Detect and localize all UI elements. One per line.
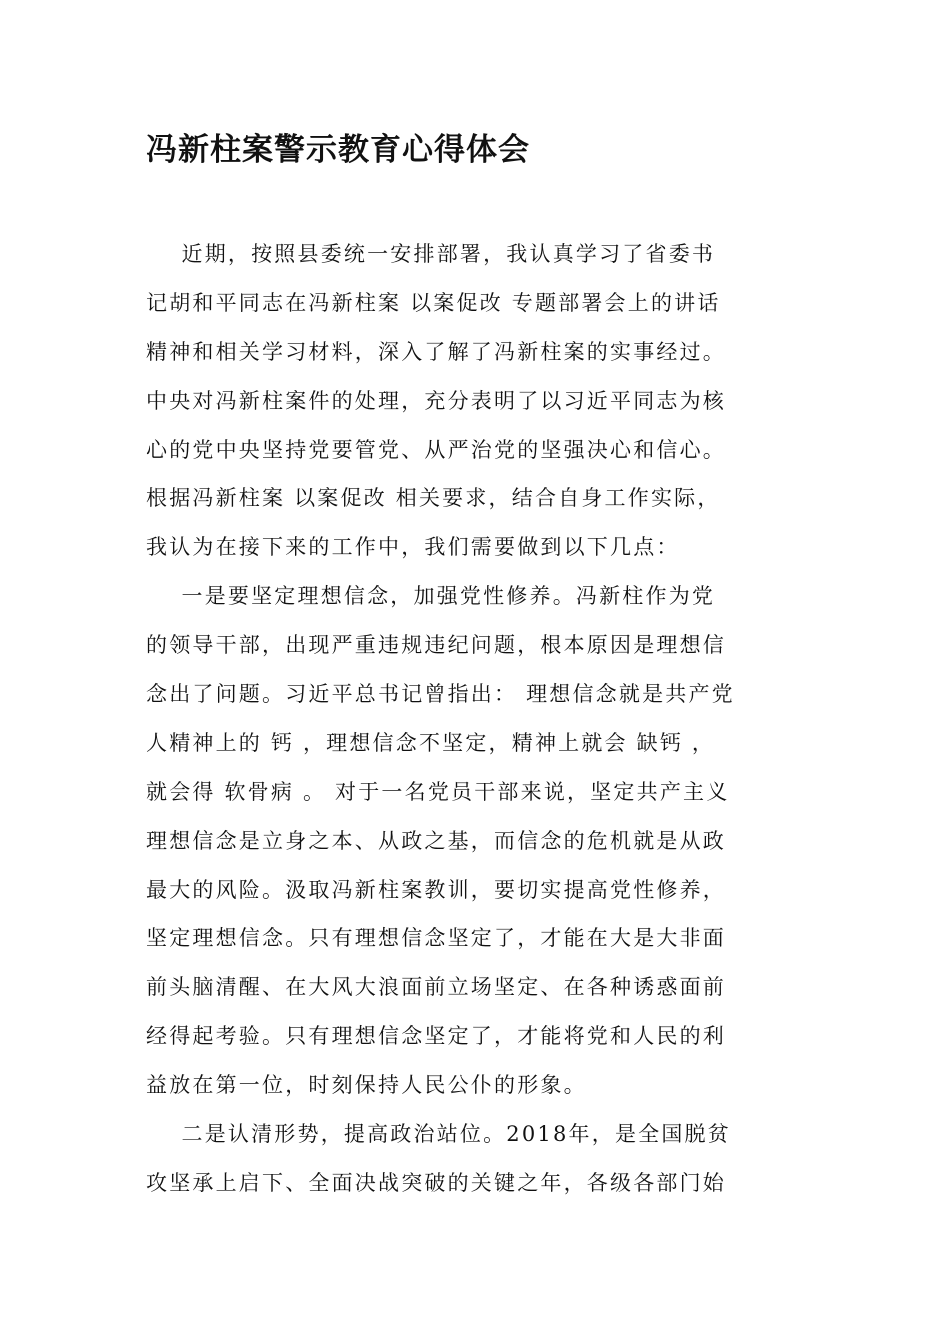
body-line: 坚定理想信念。只有理想信念坚定了，才能在大是大非面	[146, 926, 726, 951]
body-line: 攻坚承上启下、全面决战突破的关键之年，各级各部门始	[146, 1170, 726, 1195]
body-line: 前头脑清醒、在大风大浪面前立场坚定、在各种诱惑面前	[146, 975, 726, 1000]
body-line: 经得起考验。只有理想信念坚定了，才能将党和人民的利	[146, 1024, 726, 1049]
body-line: 理想信念是立身之本、从政之基，而信念的危机就是从政	[146, 828, 726, 853]
body-line: 我认为在接下来的工作中，我们需要做到以下几点：	[146, 535, 680, 560]
body-line: 中央对冯新柱案件的处理，充分表明了以习近平同志为核	[146, 388, 726, 413]
body-line: 近期，按照县委统一安排部署，我认真学习了省委书	[146, 242, 716, 266]
body-line: 最大的风险。汲取冯新柱案教训，要切实提高党性修养，	[146, 877, 726, 902]
body-line: 益放在第一位，时刻保持人民公仆的形象。	[146, 1073, 587, 1098]
document-title: 冯新柱案警示教育心得体会	[146, 132, 530, 168]
document-body	[146, 230, 810, 1208]
body-line: 就会得 软骨病 。 对于一名党员干部来说，坚定共产主义	[146, 779, 730, 804]
body-line: 记胡和平同志在冯新柱案 以案促改 专题部署会上的讲话	[146, 290, 721, 315]
body-line: 的领导干部，出现严重违规违纪问题，根本原因是理想信	[146, 633, 726, 658]
body-line: 二是认清形势，提高政治站位。2018年，是全国脱贫	[146, 1122, 731, 1147]
body-line: 念出了问题。习近平总书记曾指出： 理想信念就是共产党	[146, 682, 735, 707]
body-line: 根据冯新柱案 以案促改 相关要求，结合自身工作实际，	[146, 486, 721, 511]
body-line: 心的党中央坚持党要管党、从严治党的坚强决心和信心。	[146, 437, 726, 462]
body-line: 人精神上的 钙 ，理想信念不坚定，精神上就会 缺钙 ，	[146, 730, 716, 755]
body-line: 精神和相关学习材料，深入了解了冯新柱案的实事经过。	[146, 339, 726, 364]
body-line: 一是要坚定理想信念，加强党性修养。冯新柱作为党	[146, 584, 716, 609]
